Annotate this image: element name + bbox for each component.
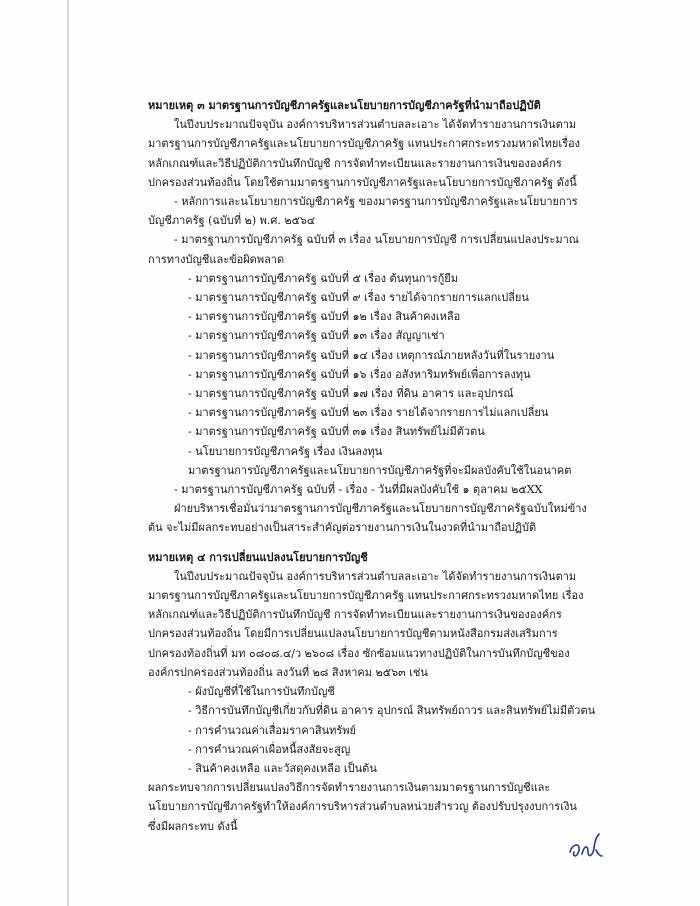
- note3-future-heading: มาตรฐานการบัญชีภาครัฐและนโยบายการบัญชีภาครัฐที่จะมีผลบังคับใช้ในอนาคต: [188, 463, 572, 477]
- standard-list-item: - มาตรฐานการบัญชีภาครัฐ ฉบับที่ ๑๗ เรื่อง ที่ดิน อาคาร และอุปกรณ์: [188, 387, 514, 401]
- signature-mark: [566, 826, 606, 866]
- change-list-item: - การคำนวณค่าเสื่อมราคาสินทรัพย์: [188, 723, 356, 737]
- note3-future-item: - มาตรฐานการบัญชีภาครัฐ ฉบับที่ - เรื่อง - วันที่มีผลบังคับใช้ ๑ ตุลาคม ๒๕XX: [174, 483, 543, 497]
- standard-list-item: - มาตรฐานการบัญชีภาครัฐ ฉบับที่ ๑๖ เรื่อง อสังหาริมทรัพย์เพื่อการลงทุน: [188, 367, 531, 381]
- standard-list-item: - มาตรฐานการบัญชีภาครัฐ ฉบับที่ ๑๔ เรื่อง เหตุการณ์ภายหลังวันที่ในรายงาน: [188, 348, 555, 362]
- note3-item-standard3: - มาตรฐานการบัญชีภาครัฐ ฉบับที่ ๓ เรื่อง นโยบายการบัญชี การเปลี่ยนแปลงประมาณการทางบัญชีและข้อผิดพลาด: [148, 233, 579, 266]
- note4-heading: หมายเหตุ ๔ การเปลี่ยนแปลงนโยบายการบัญชี: [148, 550, 368, 564]
- document-body: [148, 96, 596, 836]
- note4-intro: ในปีงบประมาณปัจจุบัน องค์การบริหารส่วนตำบลละเอาะ ได้จัดทำรายงานการเงินตามมาตรฐานการบัญชีภาครัฐและนโยบายการบัญชีภาครัฐ แทนประกาศกระทรวงมหาดไทย เรื่อง หลักเกณฑ์และวิธีปฏิบัติการบันทึกบัญชี การจัดทำทะเบียนและรายงานการเงินขององค์กรปกครองส่วนท้องถิ่น โดยมีการเปลี่ยนแปลงนโยบายการบัญชีตามหนังสือกรมส่งเสริมการปกครองท้องถิ่นที่ มท ๐๘๐๘.๔/ว ๒๖๐๘ เรื่อง ซักซ้อมแนวทางปฏิบัติในการบันทึกบัญชีขององค์กรปกครองส่วนท้องถิ่น ลงวันที่ ๒๘ สิงหาคม ๒๕๖๓ เช่น: [148, 569, 584, 679]
- standard-list-item: - มาตรฐานการบัญชีภาครัฐ ฉบับที่ ๕ เรื่อง ต้นทุนการกู้ยืม: [188, 271, 458, 285]
- standard-list-item: - มาตรฐานการบัญชีภาครัฐ ฉบับที่ ๑๓ เรื่อง สัญญาเช่า: [188, 329, 445, 343]
- change-list-item: - วิธีการบันทึกบัญชีเกี่ยวกับที่ดิน อาคาร อุปกรณ์ สินทรัพย์ถาวร และสินทรัพย์ไม่มีตัวตน: [188, 704, 596, 718]
- note3-item-principles: - หลักการและนโยบายการบัญชีภาครัฐ ของมาตรฐานการบัญชีภาครัฐและนโยบายการบัญชีภาครัฐ (ฉบับที่ ๒) พ.ศ. ๒๕๖๔: [148, 195, 578, 228]
- change-list-item: - การคำนวณค่าเผื่อหนี้สงสัยจะสูญ: [188, 742, 351, 756]
- change-list-item: - ผังบัญชีที่ใช้ในการบันทึกบัญชี: [188, 685, 335, 699]
- note4-conclusion: ผลกระทบจากการเปลี่ยนแปลงวิธีการจัดทำรายงานการเงินตามมาตรฐานการบัญชีและนโยบายการบัญชีภาครัฐทำให้องค์การบริหารส่วนตำบลหน่วยสำรวญ ต้องปรับปรุงงบการเงิน ซึ่งมีผลกระทบ ดังนี้: [148, 781, 577, 833]
- scan-edge-line: [67, 0, 69, 906]
- standard-list-item: - มาตรฐานการบัญชีภาครัฐ ฉบับที่ ๓๑ เรื่อง สินทรัพย์ไม่มีตัวตน: [188, 425, 485, 439]
- note3-conclusion: ฝ่ายบริหารเชื่อมั่นว่ามาตรฐานการบัญชีภาครัฐและนโยบายการบัญชีภาครัฐฉบับใหม่ข้างต้น จะไม่มีผลกระทบอย่างเป็นสาระสำคัญต่อรายงานการเงินในงวดที่นำมาถือปฏิบัติ: [148, 502, 587, 535]
- standard-list-item: - มาตรฐานการบัญชีภาครัฐ ฉบับที่ ๑๒ เรื่อง สินค้าคงเหลือ: [188, 310, 461, 324]
- section-gap: [148, 538, 588, 548]
- standard-list-item: - มาตรฐานการบัญชีภาครัฐ ฉบับที่ ๙ เรื่อง รายได้จากรายการแลกเปลี่ยน: [188, 291, 529, 305]
- note3-intro: ในปีงบประมาณปัจจุบัน องค์การบริหารส่วนตำบลละเอาะ ได้จัดทำรายงานการเงินตามมาตรฐานการบัญชีภาครัฐและนโยบายการบัญชีภาครัฐ แทนประกาศกระทรวงมหาดไทยเรื่อง หลักเกณฑ์และวิธีปฏิบัติการบันทึกบัญชี การจัดทำทะเบียนและรายงานการเงินขององค์กรปกครองส่วนท้องถิ่น โดยใช้ตามมาตรฐานการบัญชีภาครัฐและนโยบายการบัญชีภาครัฐ ดังนี้: [148, 118, 580, 189]
- standard-list-item: - นโยบายการบัญชีภาครัฐ เรื่อง เงินลงทุน: [188, 444, 383, 458]
- standard-list-item: - มาตรฐานการบัญชีภาครัฐ ฉบับที่ ๒๓ เรื่อง รายได้จากรายการไม่แลกเปลี่ยน: [188, 406, 549, 420]
- change-list-item: - สินค้าคงเหลือ และวัสดุคงเหลือ เป็นต้น: [188, 761, 377, 775]
- note3-heading: หมายเหตุ ๓ มาตรฐานการบัญชีภาครัฐและนโยบายการบัญชีภาครัฐที่นำมาถือปฏิบัติ: [148, 99, 541, 112]
